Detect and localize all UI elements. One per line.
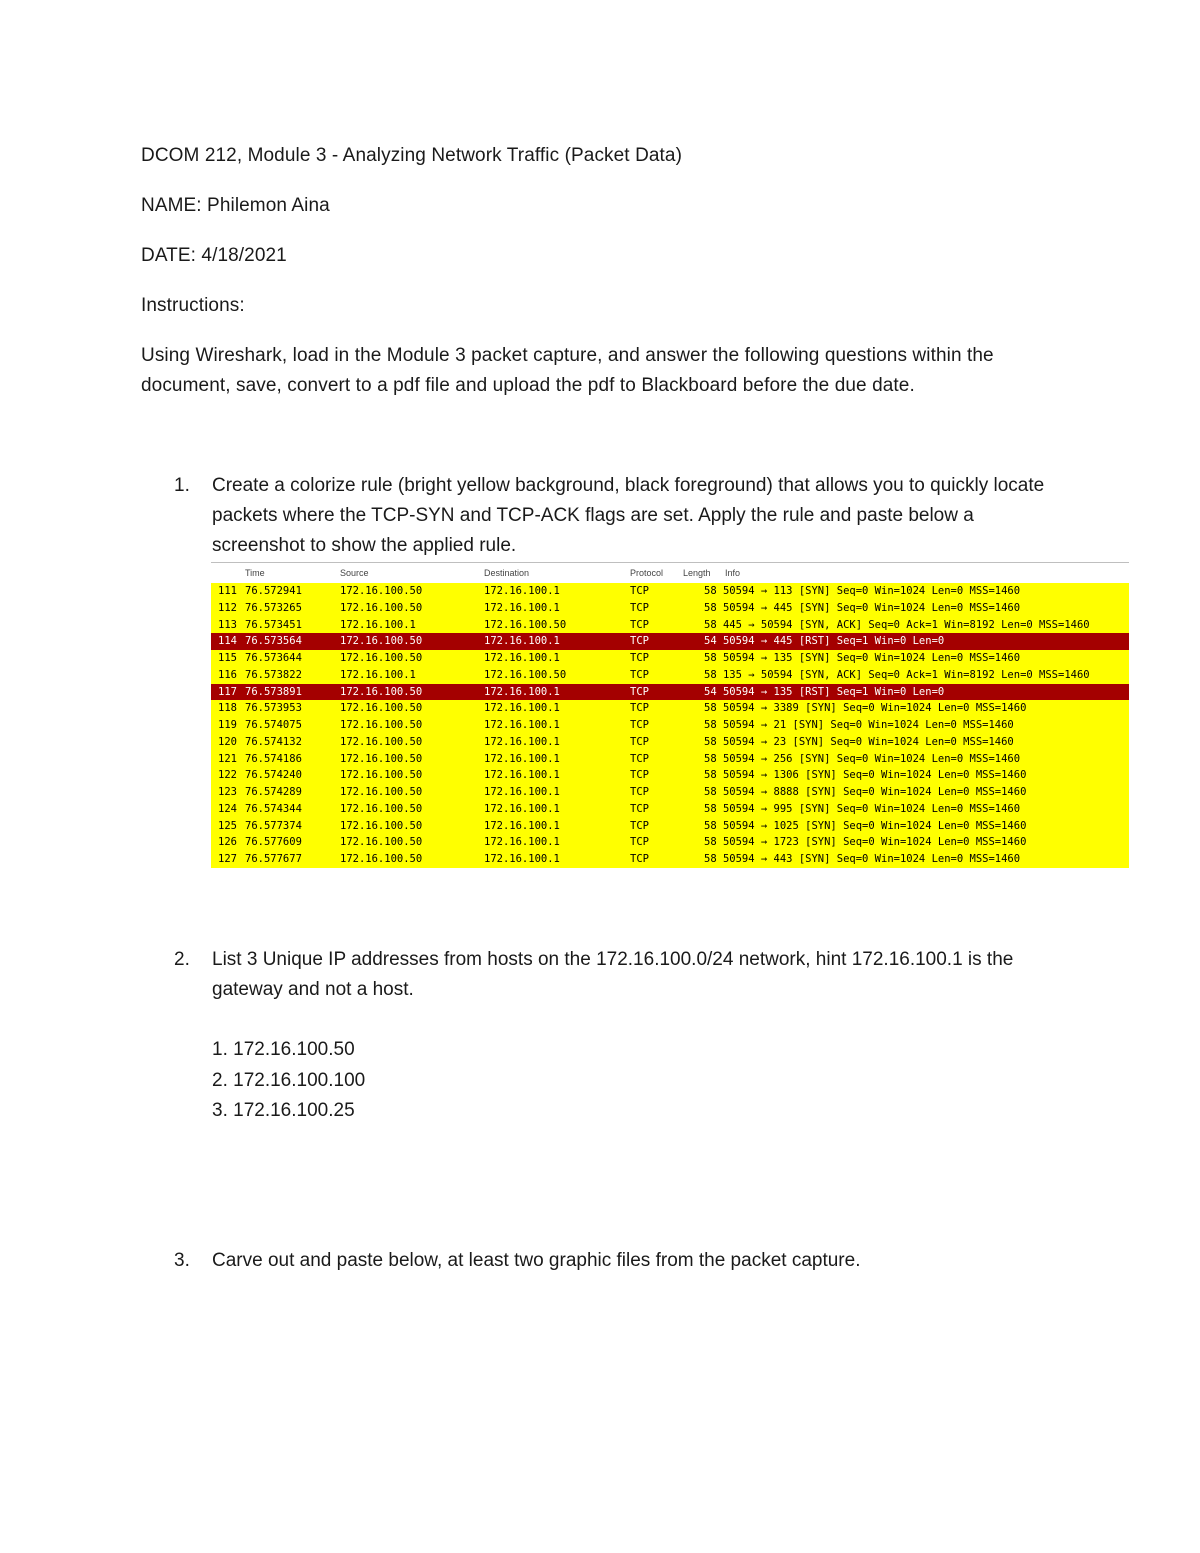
packet-number: 119 xyxy=(218,719,237,731)
question-2 xyxy=(0,945,1200,1005)
packet-number: 114 xyxy=(218,635,237,648)
packet-protocol: TCP xyxy=(630,853,649,865)
packet-time: 76.574289 xyxy=(245,786,302,798)
instructions-text-line-2: document, save, convert to a pdf file and upload the pdf to Blackboard before the due date. xyxy=(141,375,915,396)
packet-number: 117 xyxy=(218,685,237,698)
packet-protocol: TCP xyxy=(630,668,649,681)
packet-time: 76.573644 xyxy=(245,652,302,664)
question-3-number: 3. xyxy=(174,1250,190,1271)
packet-number: 112 xyxy=(218,601,237,614)
packet-info: 58 50594 → 1306 [SYN] Seq=0 Win=1024 Len=0 MSS=1460 xyxy=(704,769,1027,782)
question-1 xyxy=(0,471,1200,566)
packet-source: 172.16.100.50 xyxy=(340,652,423,664)
packet-info: 58 50594 → 3389 [SYN] Seq=0 Win=1024 Len=0 MSS=1460 xyxy=(704,702,1027,715)
column-header-info: Info xyxy=(725,568,741,578)
packet-time: 76.574186 xyxy=(245,752,302,765)
packet-destination: 172.16.100.1 xyxy=(484,819,560,832)
question-3-text: Carve out and paste below, at least two graphic files from the packet capture. xyxy=(212,1250,861,1271)
packet-number: 121 xyxy=(218,752,237,765)
packet-info: 58 50594 → 135 [SYN] Seq=0 Win=1024 Len=0 MSS=1460 xyxy=(704,652,1021,664)
packet-number: 118 xyxy=(218,702,237,715)
packet-info: 58 445 → 50594 [SYN, ACK] Seq=0 Ack=1 Win=8192 Len=0 MSS=1460 xyxy=(704,618,1090,631)
packet-list-header xyxy=(211,563,1129,583)
packet-protocol: TCP xyxy=(630,585,649,597)
packet-destination: 172.16.100.50 xyxy=(484,618,567,631)
packet-time: 76.577609 xyxy=(245,836,302,849)
packet-protocol: TCP xyxy=(630,786,649,798)
packet-destination: 172.16.100.1 xyxy=(484,585,560,597)
packet-row[interactable] xyxy=(211,734,1129,751)
packet-source: 172.16.100.50 xyxy=(340,786,423,798)
packet-destination: 172.16.100.1 xyxy=(484,752,560,765)
packet-source: 172.16.100.50 xyxy=(340,735,423,748)
packet-source: 172.16.100.50 xyxy=(340,819,423,832)
packet-row[interactable] xyxy=(211,633,1129,650)
packet-source: 172.16.100.50 xyxy=(340,685,423,698)
packet-time: 76.573822 xyxy=(245,668,302,681)
document-date: DATE: 4/18/2021 xyxy=(141,245,287,266)
packet-number: 123 xyxy=(218,786,237,798)
packet-time: 76.573891 xyxy=(245,685,302,698)
packet-info: 58 50594 → 23 [SYN] Seq=0 Win=1024 Len=0 MSS=1460 xyxy=(704,735,1014,748)
packet-protocol: TCP xyxy=(630,601,649,614)
packet-row[interactable] xyxy=(211,583,1129,600)
packet-number: 127 xyxy=(218,853,237,865)
packet-info: 58 50594 → 21 [SYN] Seq=0 Win=1024 Len=0 MSS=1460 xyxy=(704,719,1014,731)
packet-source: 172.16.100.50 xyxy=(340,585,423,597)
packet-protocol: TCP xyxy=(630,719,649,731)
wireshark-packet-list-screenshot xyxy=(211,562,1129,872)
question-2-text: List 3 Unique IP addresses from hosts on the 172.16.100.0/24 network, hint 172.16.100.1 is the gateway and not a host. xyxy=(212,949,1014,1000)
packet-time: 76.573265 xyxy=(245,601,302,614)
packet-destination: 172.16.100.1 xyxy=(484,719,560,731)
packet-time: 76.577374 xyxy=(245,819,302,832)
packet-destination: 172.16.100.1 xyxy=(484,702,560,715)
packet-destination: 172.16.100.1 xyxy=(484,735,560,748)
packet-source: 172.16.100.50 xyxy=(340,836,423,849)
column-header-source: Source xyxy=(340,568,369,578)
packet-time: 76.574075 xyxy=(245,719,302,731)
packet-time: 76.574132 xyxy=(245,735,302,748)
packet-row[interactable] xyxy=(211,751,1129,768)
packet-destination: 172.16.100.1 xyxy=(484,853,560,865)
packet-info: 58 50594 → 445 [SYN] Seq=0 Win=1024 Len=0 MSS=1460 xyxy=(704,601,1021,614)
packet-row[interactable] xyxy=(211,700,1129,717)
packet-row[interactable] xyxy=(211,767,1129,784)
packet-destination: 172.16.100.1 xyxy=(484,635,560,648)
packet-destination: 172.16.100.1 xyxy=(484,769,560,782)
answer-ip-1: 1. 172.16.100.50 xyxy=(212,1039,355,1060)
packet-info: 58 50594 → 1025 [SYN] Seq=0 Win=1024 Len=0 MSS=1460 xyxy=(704,819,1027,832)
column-header-time: Time xyxy=(245,568,265,578)
packet-time: 76.572941 xyxy=(245,585,302,597)
packet-row[interactable] xyxy=(211,650,1129,667)
instructions-text-line-1: Using Wireshark, load in the Module 3 packet capture, and answer the following questions within the xyxy=(141,345,994,366)
packet-number: 111 xyxy=(218,585,237,597)
packet-row[interactable] xyxy=(211,818,1129,835)
packet-time: 76.577677 xyxy=(245,853,302,865)
packet-source: 172.16.100.50 xyxy=(340,635,423,648)
packet-info: 58 50594 → 256 [SYN] Seq=0 Win=1024 Len=0 MSS=1460 xyxy=(704,752,1021,765)
packet-time: 76.574344 xyxy=(245,802,302,815)
packet-time: 76.573953 xyxy=(245,702,302,715)
packet-row[interactable] xyxy=(211,801,1129,818)
packet-destination: 172.16.100.1 xyxy=(484,685,560,698)
packet-source: 172.16.100.1 xyxy=(340,668,416,681)
packet-number: 122 xyxy=(218,769,237,782)
packet-protocol: TCP xyxy=(630,635,649,648)
packet-row[interactable] xyxy=(211,667,1129,684)
packet-row[interactable] xyxy=(211,851,1129,868)
document-title: DCOM 212, Module 3 - Analyzing Network Traffic (Packet Data) xyxy=(141,145,683,166)
question-1-number: 1. xyxy=(174,475,190,496)
column-header-protocol: Protocol xyxy=(630,568,664,578)
packet-number: 115 xyxy=(218,652,237,664)
packet-source: 172.16.100.50 xyxy=(340,853,423,865)
packet-info: 54 50594 → 445 [RST] Seq=1 Win=0 Len=0 xyxy=(704,635,945,648)
packet-source: 172.16.100.1 xyxy=(340,618,416,631)
packet-protocol: TCP xyxy=(630,652,649,664)
student-name: NAME: Philemon Aina xyxy=(141,195,330,216)
packet-protocol: TCP xyxy=(630,735,649,748)
packet-info: 58 50594 → 443 [SYN] Seq=0 Win=1024 Len=0 MSS=1460 xyxy=(704,853,1021,865)
packet-destination: 172.16.100.1 xyxy=(484,652,560,664)
question-1-text: Create a colorize rule (bright yellow background, black foreground) that allows you to quickly locate packets where the TCP-SYN and TCP-ACK flags are set. Apply the rule and paste below a screenshot to show the applied rule. xyxy=(212,475,1045,556)
packet-number: 120 xyxy=(218,735,237,748)
packet-destination: 172.16.100.1 xyxy=(484,802,560,815)
packet-protocol: TCP xyxy=(630,819,649,832)
answer-ip-3: 3. 172.16.100.25 xyxy=(212,1100,355,1121)
packet-row[interactable] xyxy=(211,834,1129,851)
column-header-destination: Destination xyxy=(484,568,530,578)
packet-info: 58 50594 → 8888 [SYN] Seq=0 Win=1024 Len=0 MSS=1460 xyxy=(704,786,1027,798)
packet-time: 76.573564 xyxy=(245,635,302,648)
packet-protocol: TCP xyxy=(630,685,649,698)
packet-info: 58 50594 → 995 [SYN] Seq=0 Win=1024 Len=0 MSS=1460 xyxy=(704,802,1021,815)
answer-ip-2: 2. 172.16.100.100 xyxy=(212,1070,366,1091)
packet-row[interactable] xyxy=(211,600,1129,617)
packet-protocol: TCP xyxy=(630,702,649,715)
packet-source: 172.16.100.50 xyxy=(340,601,423,614)
packet-time: 76.574240 xyxy=(245,769,302,782)
packet-info: 58 135 → 50594 [SYN, ACK] Seq=0 Ack=1 Win=8192 Len=0 MSS=1460 xyxy=(704,668,1090,681)
packet-source: 172.16.100.50 xyxy=(340,802,423,815)
packet-protocol: TCP xyxy=(630,802,649,815)
packet-protocol: TCP xyxy=(630,769,649,782)
packet-info: 54 50594 → 135 [RST] Seq=1 Win=0 Len=0 xyxy=(704,685,945,698)
packet-source: 172.16.100.50 xyxy=(340,752,423,765)
packet-row[interactable] xyxy=(211,717,1129,734)
packet-protocol: TCP xyxy=(630,836,649,849)
packet-number: 116 xyxy=(218,668,237,681)
packet-row[interactable] xyxy=(211,784,1129,801)
packet-row[interactable] xyxy=(211,617,1129,634)
packet-destination: 172.16.100.1 xyxy=(484,836,560,849)
packet-source: 172.16.100.50 xyxy=(340,719,423,731)
packet-protocol: TCP xyxy=(630,752,649,765)
packet-number: 124 xyxy=(218,802,237,815)
packet-info: 58 50594 → 113 [SYN] Seq=0 Win=1024 Len=0 MSS=1460 xyxy=(704,585,1021,597)
packet-time: 76.573451 xyxy=(245,618,302,631)
question-2-number: 2. xyxy=(174,949,190,970)
packet-source: 172.16.100.50 xyxy=(340,702,423,715)
packet-destination: 172.16.100.1 xyxy=(484,601,560,614)
packet-info: 58 50594 → 1723 [SYN] Seq=0 Win=1024 Len=0 MSS=1460 xyxy=(704,836,1027,849)
packet-destination: 172.16.100.50 xyxy=(484,668,567,681)
packet-row[interactable] xyxy=(211,684,1129,701)
column-header-length: Length xyxy=(683,568,711,578)
packet-number: 113 xyxy=(218,618,237,631)
packet-source: 172.16.100.50 xyxy=(340,769,423,782)
packet-destination: 172.16.100.1 xyxy=(484,786,560,798)
packet-list-rows xyxy=(211,583,1129,868)
packet-number: 125 xyxy=(218,819,237,832)
packet-protocol: TCP xyxy=(630,618,649,631)
packet-number: 126 xyxy=(218,836,237,849)
question-3 xyxy=(0,1246,1200,1276)
instructions-label: Instructions: xyxy=(141,295,245,316)
